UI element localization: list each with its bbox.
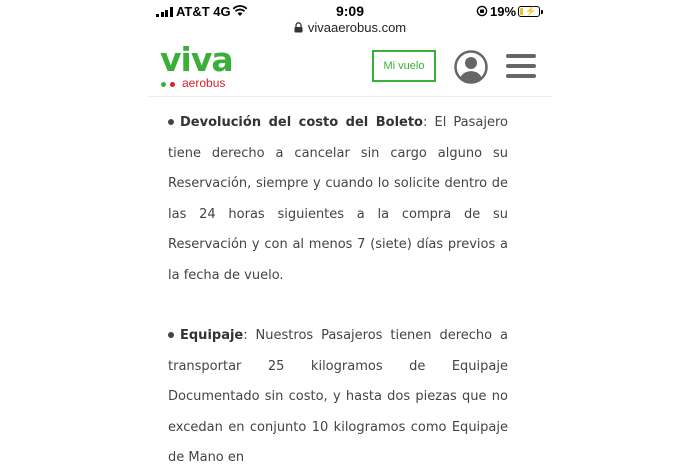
logo-aerobus-text: aerobus <box>182 76 226 90</box>
mi-vuelo-button[interactable]: Mi vuelo <box>372 50 436 82</box>
vivaaerobus-logo[interactable] <box>160 40 250 92</box>
logo-dot-red <box>170 82 175 87</box>
clock-time: 9:09 <box>335 3 365 19</box>
policy-item-title: Devolución del costo del Boleto <box>180 115 423 130</box>
rotation-lock-icon <box>476 5 488 17</box>
policy-item-text: : Nuestros Pasajeros tienen derecho a transportar 25 kilogramos de Equipaje Documentado sin costo, y hasta dos piezas que no excedan en conjunto 10 kilogramos como Equipaje de Mano en <box>168 328 508 465</box>
lock-icon <box>294 22 303 33</box>
policy-item-title: Equipaje <box>180 328 244 343</box>
carrier-label: AT&T 4G <box>176 4 231 19</box>
policy-item-text: : El Pasajero tiene derecho a cancelar sin cargo alguno su Reservación, siempre y cuando lo solicite dentro de las 24 horas siguientes a la compra de su Reservación y con al menos 7 (siete) días previos a la fecha de vuelo. <box>168 115 508 283</box>
logo-viva-text: viva <box>160 40 233 79</box>
battery-icon: ⚡ <box>518 6 540 17</box>
hamburger-menu-icon[interactable] <box>506 54 536 78</box>
policy-item-refund <box>168 108 508 291</box>
user-account-icon[interactable] <box>454 50 488 84</box>
policy-content <box>168 108 508 474</box>
logo-dot-green <box>161 82 166 87</box>
battery-percentage: 19% <box>490 4 517 19</box>
policy-item-baggage <box>168 321 508 474</box>
url-bar[interactable] <box>148 20 552 40</box>
phone-screen <box>148 0 552 465</box>
bullet-icon <box>168 332 174 338</box>
bullet-icon <box>168 119 174 125</box>
site-header <box>148 40 552 97</box>
url-domain: vivaaerobus.com <box>307 20 407 35</box>
